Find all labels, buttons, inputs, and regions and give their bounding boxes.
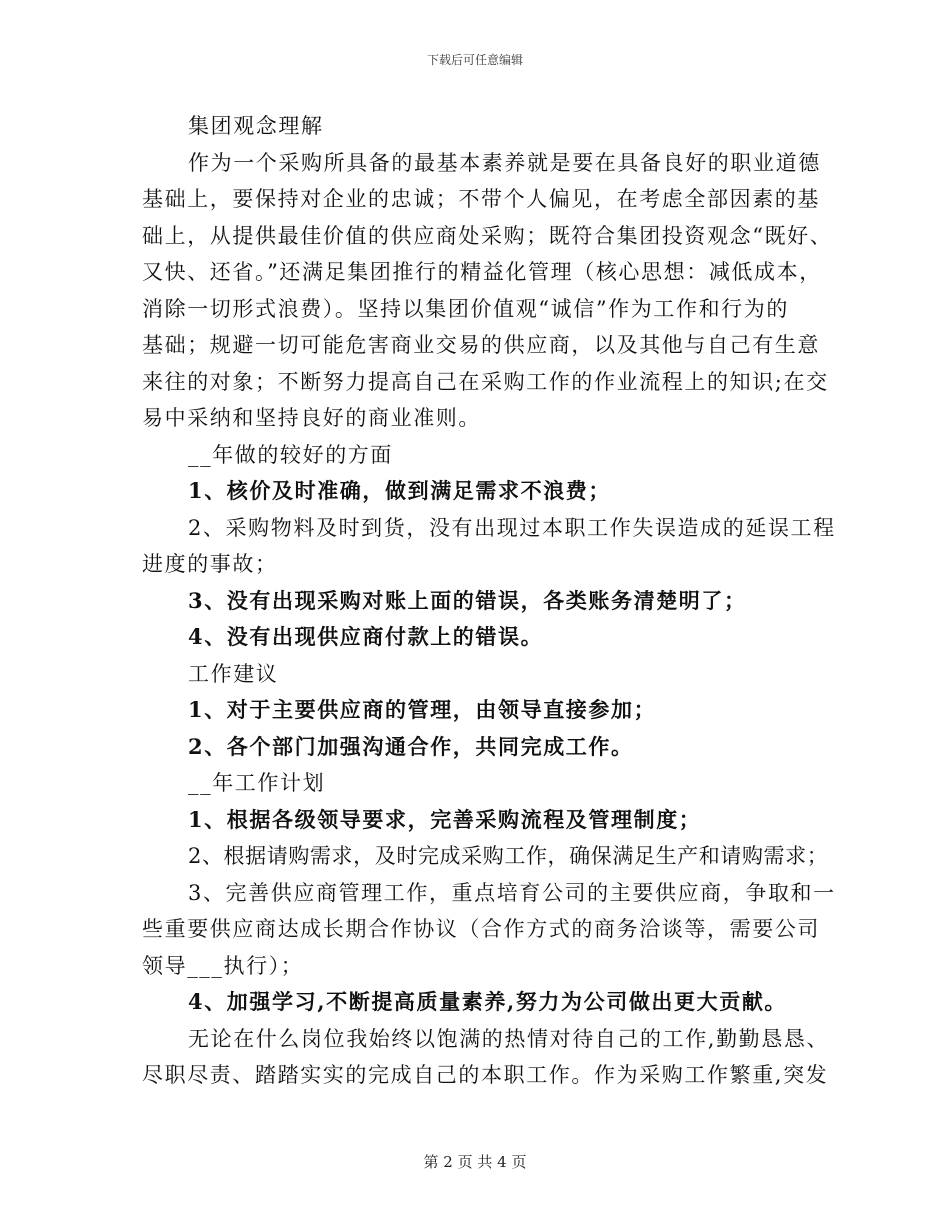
- list-item: 3、没有出现采购对账上面的错误，各类账务清楚明了；: [188, 587, 747, 613]
- paragraph-line: 础上，从提供最佳价值的供应商处采购；既符合集团投资观念“既好、: [142, 223, 833, 248]
- section-heading-group-concept: 集团观念理解: [188, 114, 324, 138]
- paragraph-line: 基础上，要保持对企业的忠诚；不带个人偏见，在考虑全部因素的基: [142, 187, 820, 211]
- paragraph-line: 消除一切形式浪费）。坚持以集团价值观“诚信”作为工作和行为的: [142, 296, 789, 321]
- section-heading-suggestions: 工作建议: [188, 661, 279, 686]
- list-item: 1、核价及时准确，做到满足需求不浪费；: [188, 478, 612, 503]
- list-item: 2、根据请购需求，及时完成采购工作，确保满足生产和请购需求；: [188, 844, 829, 868]
- document-body: [142, 108, 836, 1094]
- list-item-continuation: 领导___执行）；: [142, 953, 304, 978]
- list-item: 3、完善供应商管理工作，重点培育公司的主要供应商，争取和一: [188, 880, 836, 905]
- list-item: 1、对于主要供应商的管理，由领导直接参加；: [188, 697, 657, 722]
- paragraph-line: 来往的对象；不断努力提高自己在采购工作的作业流程上的知识;在交: [142, 369, 829, 394]
- paragraph-line: 无论在什么岗位我始终以饱满的热情对待自己的工作,勤勤恳恳、: [188, 1026, 830, 1051]
- section-heading-achievements: __年做的较好的方面: [188, 442, 393, 467]
- list-item-continuation: 些重要供应商达成长期合作协议（合作方式的商务洽谈等，需要公司: [142, 917, 820, 941]
- paragraph-line: 基础；规避一切可能危害商业交易的供应商，以及其他与自己有生意: [142, 333, 820, 357]
- section-heading-work-plan: __年工作计划: [188, 771, 326, 795]
- paragraph-line: 易中采纳和坚持良好的商业准则。: [142, 406, 481, 430]
- page-footer: 第 2 页 共 4 页: [423, 1153, 527, 1171]
- paragraph-line: 尽职尽责、踏踏实实的完成自己的本职工作。作为采购工作繁重,突发: [142, 1063, 829, 1087]
- list-item: 4、加强学习,不断提高质量素养,努力为公司做出更大贡献。: [188, 989, 788, 1014]
- paragraph-line: 作为一个采购所具备的最基本素养就是要在具备良好的职业道德: [188, 150, 821, 175]
- list-item: 2、各个部门加强沟通合作，共同完成工作。: [188, 733, 634, 759]
- list-item: 4、没有出现供应商付款上的错误。: [188, 624, 544, 649]
- paragraph-line: 又快、还省。”还满足集团推行的精益化管理（核心思想：减低成本，: [142, 260, 822, 284]
- list-item: 1、根据各级领导要求，完善采购流程及管理制度；: [188, 806, 702, 832]
- list-item-continuation: 进度的事故；: [142, 552, 278, 576]
- list-item: 2、采购物料及时到货，没有出现过本职工作失误造成的延误工程: [188, 515, 836, 540]
- page-header: 下载后可任意编辑: [426, 53, 523, 67]
